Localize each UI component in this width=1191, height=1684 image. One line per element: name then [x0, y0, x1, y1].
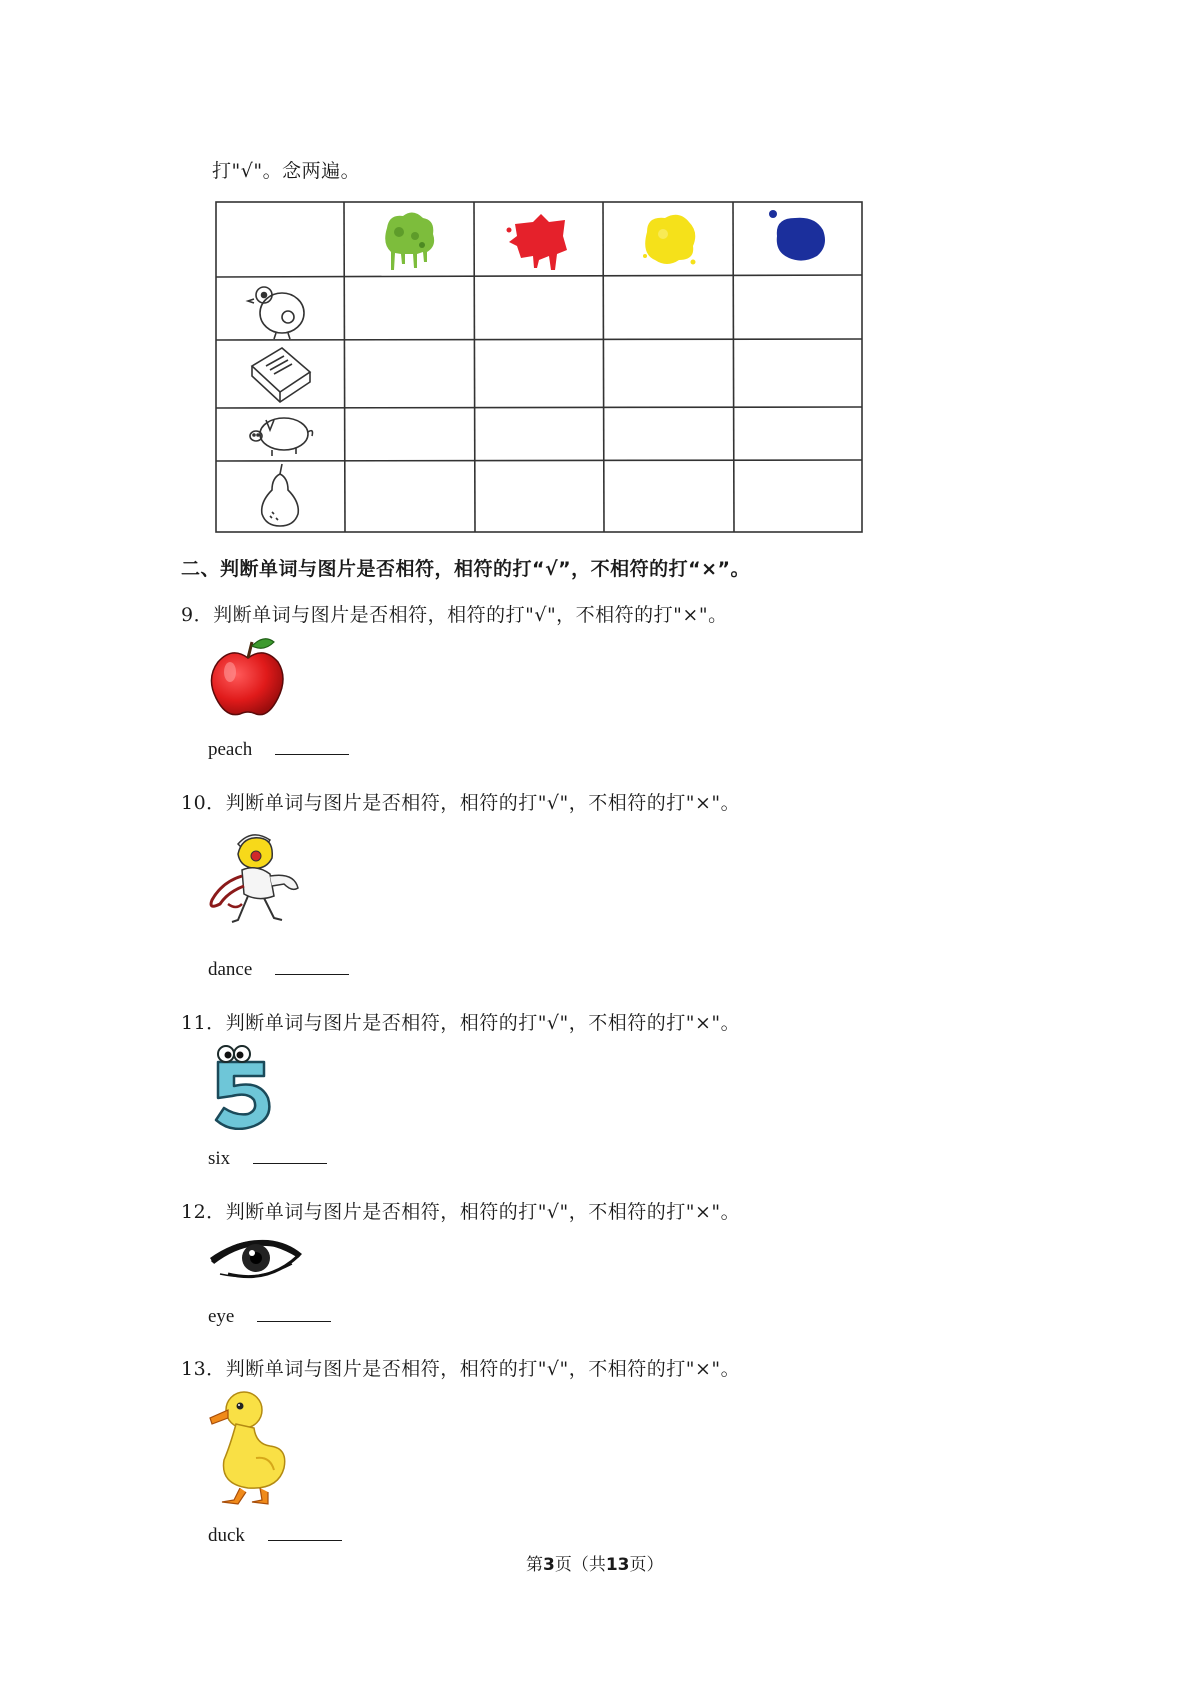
- red-paint-splash-icon: [507, 214, 568, 270]
- question-number: 12．: [181, 1201, 226, 1223]
- question-text: 判断单词与图片是否相符，相符的打"√"，不相符的打"×"。: [225, 1358, 741, 1380]
- apple-icon: [208, 636, 288, 720]
- footer-suffix: 页）: [629, 1555, 664, 1575]
- question-word: dance: [208, 959, 253, 980]
- question-12-answer-line: [208, 1305, 331, 1328]
- answer-blank[interactable]: [275, 738, 349, 755]
- answer-blank[interactable]: [275, 958, 349, 975]
- intro-line: 打"√"。念两遍。: [212, 160, 361, 182]
- question-word: eye: [208, 1306, 235, 1327]
- question-word: six: [208, 1148, 231, 1169]
- question-11-answer-line: [208, 1147, 327, 1170]
- pear-icon: [262, 464, 299, 526]
- answer-blank[interactable]: [268, 1524, 342, 1541]
- question-9-prompt: [181, 600, 728, 627]
- current-page-number: 3: [543, 1555, 555, 1575]
- question-text: 判断单词与图片是否相符，相符的打"√"，不相符的打"×"。: [225, 792, 741, 814]
- answer-blank[interactable]: [253, 1147, 327, 1164]
- question-number: 11．: [181, 1012, 226, 1034]
- question-number: 10．: [181, 792, 226, 814]
- question-number: 13．: [181, 1358, 226, 1380]
- book-icon: [252, 348, 310, 402]
- pig-icon: [250, 418, 313, 456]
- question-word: duck: [208, 1525, 245, 1546]
- question-word: peach: [208, 739, 253, 760]
- answer-blank[interactable]: [257, 1305, 331, 1322]
- yellow-paint-splash-icon: [643, 215, 696, 265]
- question-text: 判断单词与图片是否相符，相符的打"√"，不相符的打"×"。: [225, 1012, 741, 1034]
- question-12-prompt: [181, 1197, 740, 1224]
- number-five-icon: [208, 1044, 278, 1130]
- dancing-child-icon: [208, 830, 308, 930]
- section-heading: 二、判断单词与图片是否相符，相符的打“√”，不相符的打“×”。: [181, 558, 751, 580]
- question-11-prompt: [181, 1008, 740, 1035]
- footer-middle: 页（共: [554, 1555, 606, 1575]
- eye-icon: [208, 1234, 304, 1284]
- question-13-prompt: [181, 1354, 740, 1381]
- question-13-answer-line: [208, 1524, 342, 1547]
- page-footer: [526, 1550, 664, 1575]
- question-9-answer-line: [208, 738, 349, 761]
- color-matching-table: [214, 198, 866, 538]
- footer-prefix: 第: [526, 1555, 543, 1575]
- green-paint-splash-icon: [385, 212, 434, 270]
- question-text: 判断单词与图片是否相符，相符的打"√"，不相符的打"×"。: [225, 1201, 741, 1223]
- total-page-count: 13: [605, 1555, 630, 1575]
- question-number: 9．: [181, 604, 214, 626]
- question-10-prompt: [181, 788, 740, 815]
- question-10-answer-line: [208, 958, 349, 981]
- question-text: 判断单词与图片是否相符，相符的打"√"，不相符的打"×"。: [213, 604, 728, 626]
- duck-icon: [208, 1388, 292, 1506]
- chick-icon: [248, 287, 304, 339]
- blue-paint-splash-icon: [769, 210, 825, 261]
